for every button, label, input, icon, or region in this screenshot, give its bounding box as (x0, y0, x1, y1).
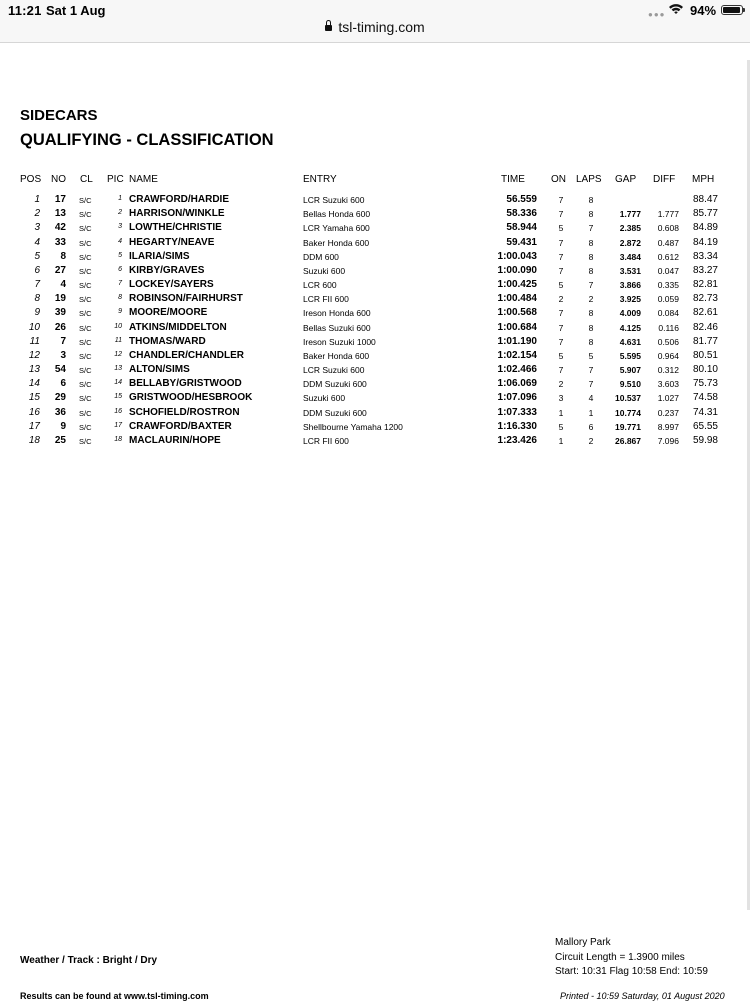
event-title: SIDECARS (20, 107, 98, 124)
cell-pos: 17 (28, 420, 40, 432)
cell-time: 1:00.568 (497, 307, 537, 319)
cell-no: 6 (60, 378, 66, 390)
cell-cl: S/C (79, 196, 92, 205)
cell-entry: Shellbourne Yamaha 1200 (303, 421, 403, 432)
cell-mph: 75.73 (692, 378, 718, 390)
cell-entry: LCR Yamaha 600 (303, 223, 370, 234)
col-time: TIME (501, 174, 525, 185)
cell-name: CHANDLER/CHANDLER (129, 349, 244, 361)
cell-pic: 13 (114, 365, 122, 372)
cell-mph: 59.98 (692, 434, 718, 446)
cell-on: 5 (558, 350, 564, 361)
cell-pic: 5 (118, 251, 122, 259)
cell-entry: LCR 600 (303, 280, 337, 290)
cell-name: KIRBY/GRAVES (129, 264, 205, 276)
cell-laps: 8 (588, 308, 594, 319)
cell-time: 59.431 (506, 236, 537, 248)
cell-pos: 11 (29, 335, 40, 347)
cell-pos: 6 (34, 264, 40, 276)
cell-gap: 2.872 (619, 237, 641, 248)
cell-name: HEGARTY/NEAVE (129, 236, 215, 248)
cell-pic: 16 (114, 407, 122, 415)
cell-no: 17 (54, 194, 66, 205)
cell-cl: S/C (79, 436, 92, 446)
cell-mph: 65.55 (692, 420, 718, 432)
cell-mph: 81.77 (692, 335, 718, 347)
cell-gap: 3.866 (619, 280, 641, 290)
cell-name: SCHOFIELD/ROSTRON (129, 406, 240, 418)
cell-mph: 82.46 (692, 321, 718, 333)
cell-on: 3 (558, 393, 564, 404)
cell-time: 58.944 (506, 222, 537, 234)
cell-pic: 6 (118, 265, 122, 273)
cell-entry: Baker Honda 600 (303, 350, 370, 361)
cell-mph: 82.73 (692, 293, 718, 305)
cell-on: 2 (558, 379, 564, 390)
cell-laps: 2 (588, 294, 594, 305)
col-gap: GAP (615, 174, 637, 185)
cell-no: 27 (54, 264, 66, 276)
cell-name: ROBINSON/FAIRHURST (129, 293, 243, 305)
cell-diff: 0.237 (657, 407, 679, 418)
cell-name: ILARIA/SIMS (129, 250, 190, 262)
table-row (0, 435, 750, 449)
cell-entry: Bellas Honda 600 (303, 209, 371, 220)
cell-entry: LCR FII 600 (303, 435, 349, 446)
cell-pic: 12 (114, 350, 122, 358)
table-row (0, 194, 750, 208)
col-entry: ENTRY (303, 174, 337, 185)
cell-pic: 17 (114, 421, 122, 429)
table-row (0, 222, 750, 236)
cell-entry: Baker Honda 600 (303, 237, 370, 248)
cell-diff: 0.612 (657, 251, 679, 262)
printed-timestamp: Printed - 10:59 Saturday, 01 August 2020 (560, 991, 725, 1001)
cell-entry: LCR FII 600 (303, 294, 349, 305)
cell-gap: 3.531 (619, 265, 641, 276)
cell-no: 13 (54, 208, 66, 220)
cell-time: 1:02.154 (497, 349, 537, 361)
cell-no: 29 (54, 392, 66, 404)
table-row (0, 307, 750, 321)
cell-diff: 8.997 (657, 421, 679, 432)
cell-cl: S/C (79, 366, 92, 375)
cell-laps: 6 (588, 421, 594, 432)
cell-no: 54 (54, 364, 66, 375)
cell-time: 1:16.330 (497, 420, 537, 432)
table-row (0, 279, 750, 293)
cell-mph: 84.19 (692, 236, 718, 248)
cell-gap: 4.631 (619, 336, 641, 347)
cell-cl: S/C (79, 295, 92, 305)
cell-entry: DDM Suzuki 600 (303, 407, 367, 418)
cell-pic: 8 (118, 294, 122, 302)
cell-name: CRAWFORD/BAXTER (129, 420, 232, 432)
cell-on: 7 (558, 336, 564, 347)
cell-entry: LCR Suzuki 600 (303, 365, 365, 375)
cell-pos: 18 (28, 434, 40, 446)
cell-no: 42 (54, 222, 66, 234)
cell-pic: 7 (118, 280, 122, 287)
cell-entry: Suzuki 600 (303, 265, 346, 276)
cell-name: CRAWFORD/HARDIE (129, 194, 229, 205)
cell-cl: S/C (79, 323, 92, 333)
cell-time: 58.336 (506, 208, 537, 220)
cell-name: ALTON/SIMS (129, 364, 190, 375)
cell-on: 7 (558, 265, 564, 276)
cell-mph: 82.61 (692, 307, 718, 319)
session-times: Start: 10:31 Flag 10:58 End: 10:59 (555, 966, 708, 977)
cell-pic: 2 (118, 209, 122, 217)
cell-laps: 1 (588, 407, 594, 418)
cell-mph: 74.31 (692, 406, 718, 418)
cell-name: ATKINS/MIDDELTON (129, 321, 227, 333)
cell-pos: 12 (28, 349, 40, 361)
cell-entry: Ireson Suzuki 1000 (303, 336, 376, 347)
cell-time: 1:06.069 (497, 378, 537, 390)
multitask-dots-icon[interactable]: ●●● (648, 10, 666, 19)
cell-name: MOORE/MOORE (129, 307, 208, 319)
table-row (0, 350, 750, 364)
cell-time: 1:00.090 (497, 264, 537, 276)
col-laps: LAPS (576, 174, 602, 185)
cell-no: 19 (54, 293, 66, 305)
cell-on: 5 (558, 223, 564, 234)
cell-cl: S/C (79, 351, 92, 361)
cell-cl: S/C (79, 309, 92, 319)
cell-time: 1:23.426 (497, 434, 537, 446)
cell-on: 7 (558, 209, 564, 220)
cell-gap: 2.385 (619, 223, 641, 234)
cell-cl: S/C (79, 252, 92, 262)
cell-laps: 8 (588, 265, 594, 276)
cell-diff: 1.777 (657, 209, 679, 220)
cell-no: 36 (54, 406, 66, 418)
table-row (0, 251, 750, 265)
table-row (0, 293, 750, 307)
cell-on: 2 (558, 294, 564, 305)
cell-diff: 0.047 (657, 265, 679, 276)
cell-gap: 5.907 (619, 365, 641, 375)
status-time: 11:21 (8, 3, 42, 18)
cell-no: 7 (60, 335, 66, 347)
cell-time: 1:02.466 (497, 364, 537, 375)
cell-time: 1:00.425 (497, 279, 537, 290)
cell-entry: LCR Suzuki 600 (303, 195, 365, 205)
cell-time: 1:00.484 (497, 293, 537, 305)
table-row (0, 237, 750, 251)
cell-laps: 2 (588, 435, 594, 446)
ios-status-bar (0, 0, 750, 43)
wifi-icon (668, 2, 684, 16)
cell-diff: 1.027 (657, 393, 679, 404)
cell-no: 39 (54, 307, 66, 319)
cell-pos: 15 (28, 392, 40, 404)
cell-cl: S/C (79, 266, 92, 276)
cell-laps: 7 (588, 365, 594, 375)
address-bar[interactable] (0, 19, 750, 35)
cell-time: 56.559 (506, 194, 537, 205)
cell-pos: 7 (34, 279, 40, 290)
results-url: Results can be found at www.tsl-timing.com (20, 991, 209, 1001)
col-pos: POS (20, 174, 42, 185)
table-row (0, 392, 750, 406)
session-title: QUALIFYING - CLASSIFICATION (20, 131, 274, 149)
cell-pos: 8 (34, 293, 40, 305)
cell-no: 4 (60, 279, 66, 290)
cell-cl: S/C (79, 394, 92, 404)
cell-name: THOMAS/WARD (129, 335, 206, 347)
cell-pos: 9 (34, 307, 40, 319)
col-name: NAME (129, 174, 158, 185)
cell-pos: 16 (28, 406, 40, 418)
cell-pic: 15 (114, 393, 122, 401)
cell-pos: 10 (28, 321, 40, 333)
cell-cl: S/C (79, 281, 92, 290)
col-diff: DIFF (653, 174, 676, 185)
cell-diff: 0.964 (657, 350, 679, 361)
cell-no: 25 (54, 434, 66, 446)
col-cl: CL (80, 174, 93, 185)
cell-name: GRISTWOOD/HESBROOK (129, 392, 253, 404)
cell-gap: 10.774 (615, 407, 641, 418)
cell-cl: S/C (79, 238, 92, 248)
cell-time: 1:07.333 (497, 406, 537, 418)
cell-gap: 3.925 (619, 294, 641, 305)
cell-name: LOCKEY/SAYERS (129, 279, 214, 290)
cell-mph: 82.81 (692, 279, 718, 290)
cell-entry: Suzuki 600 (303, 393, 346, 404)
cell-pic: 4 (118, 237, 122, 245)
table-row (0, 407, 750, 421)
cell-pic: 3 (118, 223, 122, 231)
cell-pos: 3 (34, 222, 40, 234)
cell-cl: S/C (79, 224, 92, 234)
cell-on: 7 (558, 251, 564, 262)
status-date: Sat 1 Aug (46, 3, 106, 18)
cell-entry: Bellas Suzuki 600 (303, 322, 371, 333)
cell-laps: 7 (588, 223, 594, 234)
cell-on: 1 (558, 435, 564, 446)
cell-entry: Ireson Honda 600 (303, 308, 371, 319)
cell-gap: 26.867 (615, 435, 641, 446)
weather-info: Weather / Track : Bright / Dry (20, 955, 158, 966)
cell-laps: 8 (588, 237, 594, 248)
cell-pic: 9 (118, 308, 122, 316)
cell-name: BELLABY/GRISTWOOD (129, 378, 242, 390)
cell-cl: S/C (79, 422, 92, 432)
cell-laps: 7 (588, 280, 594, 290)
cell-pic: 18 (114, 435, 122, 443)
cell-gap: 10.537 (615, 393, 641, 404)
cell-name: LOWTHE/CHRISTIE (129, 222, 222, 234)
cell-on: 7 (558, 237, 564, 248)
cell-diff: 0.335 (657, 280, 679, 290)
col-on: ON (551, 174, 566, 185)
cell-no: 9 (60, 420, 66, 432)
cell-laps: 7 (588, 379, 594, 390)
cell-mph: 74.58 (692, 392, 718, 404)
table-row (0, 208, 750, 222)
cell-time: 1:00.043 (497, 250, 537, 262)
cell-cl: S/C (79, 408, 92, 418)
cell-pos: 5 (34, 250, 40, 262)
cell-on: 1 (558, 407, 564, 418)
cell-on: 5 (558, 280, 564, 290)
table-row (0, 322, 750, 336)
cell-laps: 8 (588, 336, 594, 347)
cell-gap: 19.771 (615, 421, 641, 432)
col-no: NO (51, 174, 66, 185)
cell-on: 7 (558, 195, 564, 205)
cell-mph: 85.77 (692, 208, 718, 220)
battery-percent: 94% (690, 3, 717, 18)
cell-no: 8 (60, 250, 66, 262)
cell-gap: 4.009 (619, 308, 641, 319)
table-row (0, 265, 750, 279)
cell-mph: 83.27 (692, 264, 718, 276)
cell-diff: 0.312 (657, 365, 679, 375)
lock-icon (325, 25, 332, 31)
cell-time: 1:00.684 (497, 321, 537, 333)
cell-pic: 11 (114, 336, 122, 344)
cell-pos: 4 (34, 236, 40, 248)
cell-laps: 8 (588, 251, 594, 262)
cell-diff: 7.096 (657, 435, 679, 446)
cell-gap: 3.484 (619, 251, 641, 262)
table-row (0, 364, 750, 378)
cell-laps: 4 (588, 393, 594, 404)
cell-diff: 0.084 (657, 308, 679, 319)
cell-diff: 0.608 (657, 223, 679, 234)
cell-gap: 1.777 (619, 209, 641, 220)
cell-on: 5 (558, 421, 564, 432)
cell-diff: 0.116 (658, 322, 679, 333)
cell-no: 3 (60, 349, 66, 361)
cell-laps: 8 (588, 195, 594, 205)
cell-entry: DDM Suzuki 600 (303, 379, 367, 390)
url-text[interactable]: tsl-timing.com (338, 19, 425, 35)
cell-name: HARRISON/WINKLE (129, 208, 225, 220)
cell-mph: 84.89 (692, 222, 718, 234)
cell-on: 7 (558, 365, 564, 375)
circuit-name: Mallory Park (555, 937, 611, 948)
cell-cl: S/C (79, 380, 92, 390)
cell-on: 7 (558, 308, 564, 319)
battery-icon (721, 5, 743, 15)
cell-time: 1:07.096 (497, 392, 537, 404)
cell-pic: 14 (114, 379, 122, 387)
cell-diff: 0.506 (657, 336, 679, 347)
cell-no: 26 (54, 321, 66, 333)
cell-diff: 0.487 (657, 237, 679, 248)
cell-pos: 1 (34, 194, 40, 205)
cell-name: MACLAURIN/HOPE (129, 434, 221, 446)
cell-on: 7 (558, 322, 564, 333)
cell-laps: 8 (588, 209, 594, 220)
cell-cl: S/C (79, 210, 92, 220)
cell-diff: 0.059 (657, 294, 679, 305)
cell-laps: 8 (588, 322, 594, 333)
cell-pos: 14 (28, 378, 40, 390)
cell-time: 1:01.190 (497, 335, 537, 347)
table-row (0, 378, 750, 392)
cell-pic: 10 (114, 322, 122, 330)
cell-no: 33 (54, 236, 66, 248)
cell-gap: 9.510 (619, 379, 641, 390)
cell-mph: 80.10 (692, 364, 718, 375)
table-row (0, 336, 750, 350)
cell-mph: 80.51 (692, 349, 718, 361)
col-pic: PIC (107, 174, 124, 185)
cell-pos: 13 (28, 364, 40, 375)
cell-diff: 3.603 (657, 379, 679, 390)
cell-entry: DDM 600 (303, 251, 339, 262)
col-mph: MPH (692, 174, 715, 185)
cell-laps: 5 (588, 350, 594, 361)
cell-mph: 83.34 (692, 250, 718, 262)
cell-gap: 4.125 (619, 322, 641, 333)
cell-pos: 2 (34, 208, 40, 220)
cell-mph: 88.47 (692, 194, 718, 205)
cell-pic: 1 (118, 195, 122, 202)
table-row (0, 421, 750, 435)
cell-gap: 5.595 (619, 350, 641, 361)
cell-cl: S/C (79, 337, 92, 347)
circuit-length: Circuit Length = 1.3900 miles (555, 952, 685, 963)
